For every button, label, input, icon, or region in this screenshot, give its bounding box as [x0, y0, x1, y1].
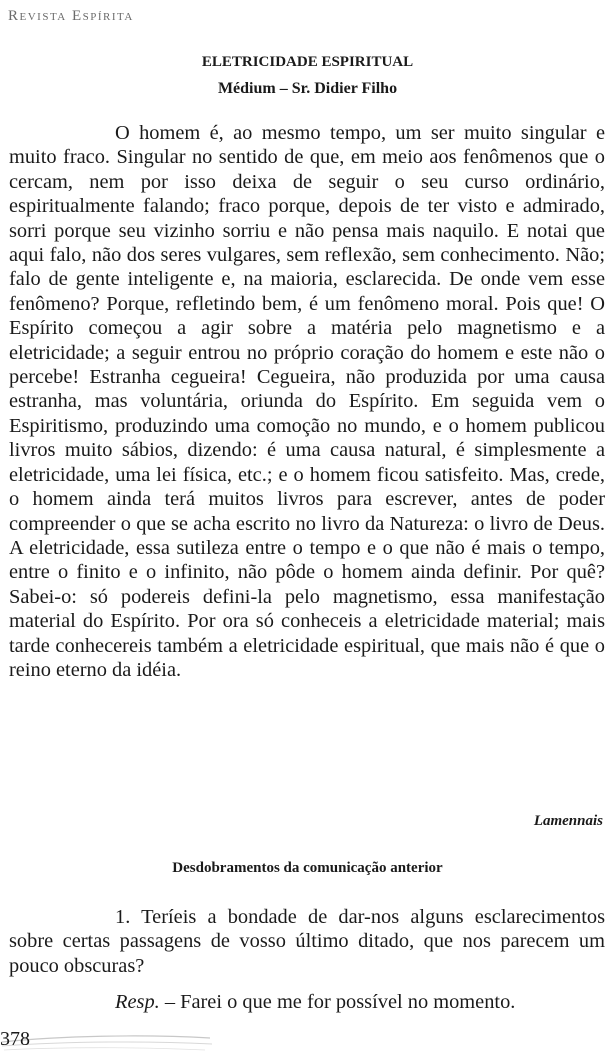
- signature: Lamennais: [533, 813, 603, 829]
- article-subtitle: Médium – Sr. Didier Filho: [217, 80, 398, 97]
- page-swoosh-ornament: [0, 1024, 215, 1054]
- question-paragraph: 1. Teríeis a bondade de dar-nos alguns esclarecimentos sobre certas passagens de vosso último ditado, que nos parecem um pouco obscuras?: [9, 906, 605, 977]
- section-title: Desdobramentos da comunicação anterior: [172, 860, 443, 876]
- article-body: O homem é, ao mesmo tempo, um ser muito singular e muito fraco. Singular no sentido de que, em meio aos fenômenos que o cercam, nem por isso deixa de seguir o seu curso ordinário, espiritualmente falando; fraco porque, depois de ter visto e admirado, sorri porque seu vizinho sorriu e não pensa mais naquilo. E notai que aqui falo, não dos seres vulgares, sem reflexão, sem conhecimento. Não; falo de gente inteligente e, na maioria, esclarecida. De onde vem esse fenômeno? Porque, refletindo bem, é um fenômeno moral. Pois que! O Espírito começou a agir sobre a matéria pelo magnetismo e a eletricidade; a seguir entrou no próprio coração do homem e este não o percebe! Estranha cegueira! Cegueira, não produzida por uma causa estranha, mas voluntária, oriunda do Espírito. Em seguida vem o Espiritismo, produzindo uma comoção no mundo, e o homem publicou livros muito sábios, dizendo: é uma causa natural, é simplesmente a eletricidade, uma lei física, etc.; e o homem ficou satisfeito. Mas, crede, o homem ainda terá muitos livros para escrever, antes de poder compreender o que se acha escrito no livro da Natureza: o livro de Deus. A eletricidade, essa sutileza entre o tempo e o que não é mais o tempo, entre o finito e o infinito, não pôde o homem ainda definir. Por quê? Sabei-o: só podereis defini-la pelo magnetismo, essa manifestação material do Espírito. Por ora só conheceis a eletricidade material; mais tarde conhecereis também a eletricidade espiritual, que mais não é que o reino eterno da idéia.: [9, 122, 605, 681]
- answer-label: Resp.: [115, 991, 160, 1013]
- page-number: 378: [0, 1028, 30, 1050]
- article-title: ELETRICIDADE ESPIRITUAL: [201, 54, 414, 70]
- answer-text: – Farei o que me for possível no momento.: [159, 991, 516, 1013]
- answer-paragraph: [115, 990, 515, 1014]
- running-head: Revista Espírita: [8, 8, 134, 24]
